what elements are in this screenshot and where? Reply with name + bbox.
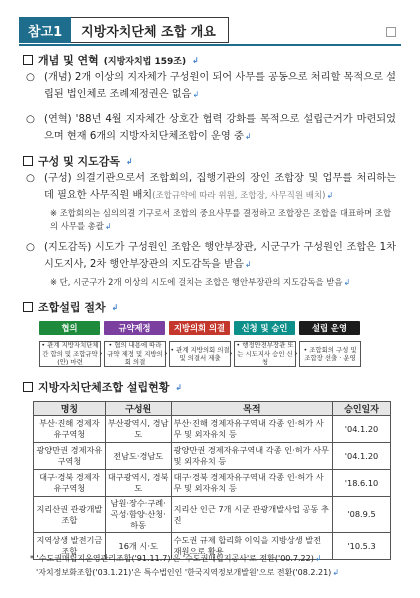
- square-bullet-icon: [23, 55, 33, 65]
- section-concept-history: [23, 52, 199, 68]
- bullet-history: ○ (연혁) '88년 4월 지자체간 상호간 협력 강화를 목적으로 설립근거가 마련되었으며 현재 6개의 지방자치단체조합이 운영 중↲: [26, 111, 396, 145]
- procedure-step-box: • 협의 내용에 따라 규약 제정 및 지방의회 의결: [104, 341, 166, 367]
- procedure-step-box: • 관계 지방의회 의결 및 의결서 제출: [169, 341, 231, 367]
- table-row: [34, 497, 391, 533]
- document-header: [19, 17, 229, 43]
- section-title: 구성 및 지도감독: [38, 155, 121, 168]
- name-cell: 광양만권 경제자유구역청: [34, 443, 106, 470]
- document-title: 지방자치단체 조합 개요: [71, 17, 229, 43]
- circle-bullet-icon: ○: [26, 114, 35, 125]
- purpose-cell: 대구·경북 경제자유구역내 각종 인·허가 사무 및 외자유치 등: [171, 470, 332, 497]
- purpose-cell: 광양만권 경제자유구역내 각종 인·허가 사무 및 외자유치 등: [171, 443, 332, 470]
- table-row: [34, 416, 391, 443]
- circle-bullet-icon: ○: [26, 173, 35, 184]
- status-table: [33, 401, 391, 560]
- section-title: 개념 및 연혁: [38, 54, 99, 67]
- square-bullet-icon: [23, 382, 33, 392]
- members-cell: 16개 시·도: [105, 533, 171, 560]
- column-header: 구성원: [105, 402, 171, 416]
- procedure-step-box: • 관계 지방자치단체 간 합의 및 조합규약(안) 마련: [39, 341, 101, 367]
- section-establishment-status: 지방자치단체조합 설립현황 ↲: [23, 379, 182, 395]
- square-bullet-icon: [23, 156, 33, 166]
- bullet-text: (지도감독) 시도가 구성원인 조합은 행안부장관, 시군구가 구성원인 조합은 1차 시도지사, 2차 행안부장관의 지도감독을 받음: [44, 242, 396, 270]
- bullet-text: (개념) 2개 이상의 지자체가 구성원이 되어 사무를 공동으로 처리할 목적으로 설립된 법인체로 조례제정권은 없음: [44, 72, 396, 100]
- bullet-text: (구성) 의결기관으로서 조합회의, 집행기관의 장인 조합장 및 업무를 처리하는 데 필요한 사무직원 배치: [44, 173, 396, 201]
- section-subtitle: (지방자치법 159조): [103, 56, 187, 67]
- procedure-step-label: 협의: [39, 321, 100, 335]
- approval-date-cell: '08.9.5: [333, 497, 391, 533]
- name-cell: 부산·진해 경제자유구역청: [34, 416, 106, 443]
- members-cell: 대구광역시, 경북도: [105, 470, 171, 497]
- members-cell: 부산광역시, 경남도: [105, 416, 171, 443]
- section-composition-supervision: 구성 및 지도감독 ↲: [23, 153, 133, 169]
- footnote-2: '자치정보화조합('03.1.21)'은 특수법인인 '한국지역정보개발원'으로 전환('08.2.21)↲: [36, 568, 340, 577]
- header-decoration-box: [386, 27, 396, 37]
- circle-bullet-icon: ○: [26, 72, 35, 83]
- bullet-text: (연혁) '88년 4월 지자체간 상호간 협력 강화를 목적으로 설립근거가 마련되었으며 현재 6개의 지방자치단체조합이 운영 중: [44, 114, 396, 142]
- name-cell: 지역상생 발전기금조합: [34, 533, 106, 560]
- procedure-step-label: 규약제정: [104, 321, 165, 335]
- square-bullet-icon: [23, 302, 33, 312]
- purpose-cell: 부산·진해 경제자유구역내 각종 인·허가 사무 및 외자유치 등: [171, 416, 332, 443]
- approval-date-cell: '18.6.10: [333, 470, 391, 497]
- bullet-supervision: ○ (지도감독) 시도가 구성원인 조합은 행안부장관, 시군구가 구성원인 조합은 1차 시도지사, 2차 행안부장관의 지도감독을 받음↲: [26, 239, 396, 273]
- table-row: [34, 470, 391, 497]
- name-cell: 대구·경북 경제자유구역청: [34, 470, 106, 497]
- purpose-cell: 수도권 규제 합리화 이익을 지방상생 발전 재원으로 활용: [171, 533, 332, 560]
- procedure-step-box: • 조합회의 구성 및 조합장 선출 · 운영: [299, 341, 361, 367]
- note-supervision: ※ 단, 시군구가 2개 이상의 시도에 걸치는 조합은 행안부장관의 지도감독을 받음↲: [50, 277, 351, 287]
- bullet-concept: ○ (개념) 2개 이상의 지자체가 구성원이 되어 사무를 공동으로 처리할 목적으로 설립된 법인체로 조례제정권은 없음↲: [26, 69, 396, 103]
- circle-bullet-icon: ○: [26, 242, 35, 253]
- reference-tag: 참고1: [19, 17, 71, 43]
- approval-date-cell: '04.1.20: [333, 416, 391, 443]
- arrow-right-icon: ›: [229, 349, 233, 359]
- column-header: 명칭: [34, 402, 106, 416]
- footnote-1: * '수도권매립지운영관리조합('91.11.7)'은 '수도권매립지공사'로 전환('00.7.22)↲: [30, 554, 322, 563]
- approval-date-cell: '04.1.20: [333, 443, 391, 470]
- procedure-step-label: 신청 및 승인: [234, 321, 295, 335]
- section-title: 지방자치단체조합 설립현황: [38, 381, 170, 394]
- approval-date-cell: '10.5.3: [333, 533, 391, 560]
- name-cell: 지리산권 관광개발조합: [34, 497, 106, 533]
- purpose-cell: 지리산 인근 7개 시군 관광개발사업 공동 추진: [171, 497, 332, 533]
- procedure-step-box: • 행정안전부장관 또는 시도지사 승인 신청: [234, 341, 296, 367]
- column-header: 목적: [171, 402, 332, 416]
- arrow-right-icon: ›: [294, 349, 298, 359]
- paragraph-mark-icon: ↲: [192, 55, 199, 65]
- note-council: ※ 조합회의는 심의의결 기구로서 조합의 중요사무를 결정하고 조합장은 조합을 대표하며 조합의 사무를 총괄↲: [50, 208, 392, 231]
- arrow-right-icon: ›: [99, 349, 103, 359]
- section-title: 조합설립 절차: [38, 301, 106, 314]
- table-header-row: [34, 402, 391, 416]
- header-underline: [19, 44, 401, 46]
- column-header: 승인일자: [333, 402, 391, 416]
- section-establishment-procedure: 조합설립 절차 ↲: [23, 299, 118, 315]
- arrow-right-icon: ›: [164, 349, 168, 359]
- bullet-composition: ○ (구성) 의결기관으로서 조합회의, 집행기관의 장인 조합장 및 업무를 처리하는 데 필요한 사무직원 배치(조합규약에 따라 위원, 조합장, 사무직원 배치)↲: [26, 170, 396, 205]
- procedure-step-label: 지방의회 의결: [169, 321, 230, 335]
- procedure-step-label: 설립 운영: [299, 321, 360, 335]
- table-row: [34, 443, 391, 470]
- members-cell: 남원·장수·구례·곡성·함양·산청·하동: [105, 497, 171, 533]
- bullet-note-inline: (조합규약에 따라 위원, 조합장, 사무직원 배치): [152, 191, 326, 201]
- members-cell: 전남도·경남도: [105, 443, 171, 470]
